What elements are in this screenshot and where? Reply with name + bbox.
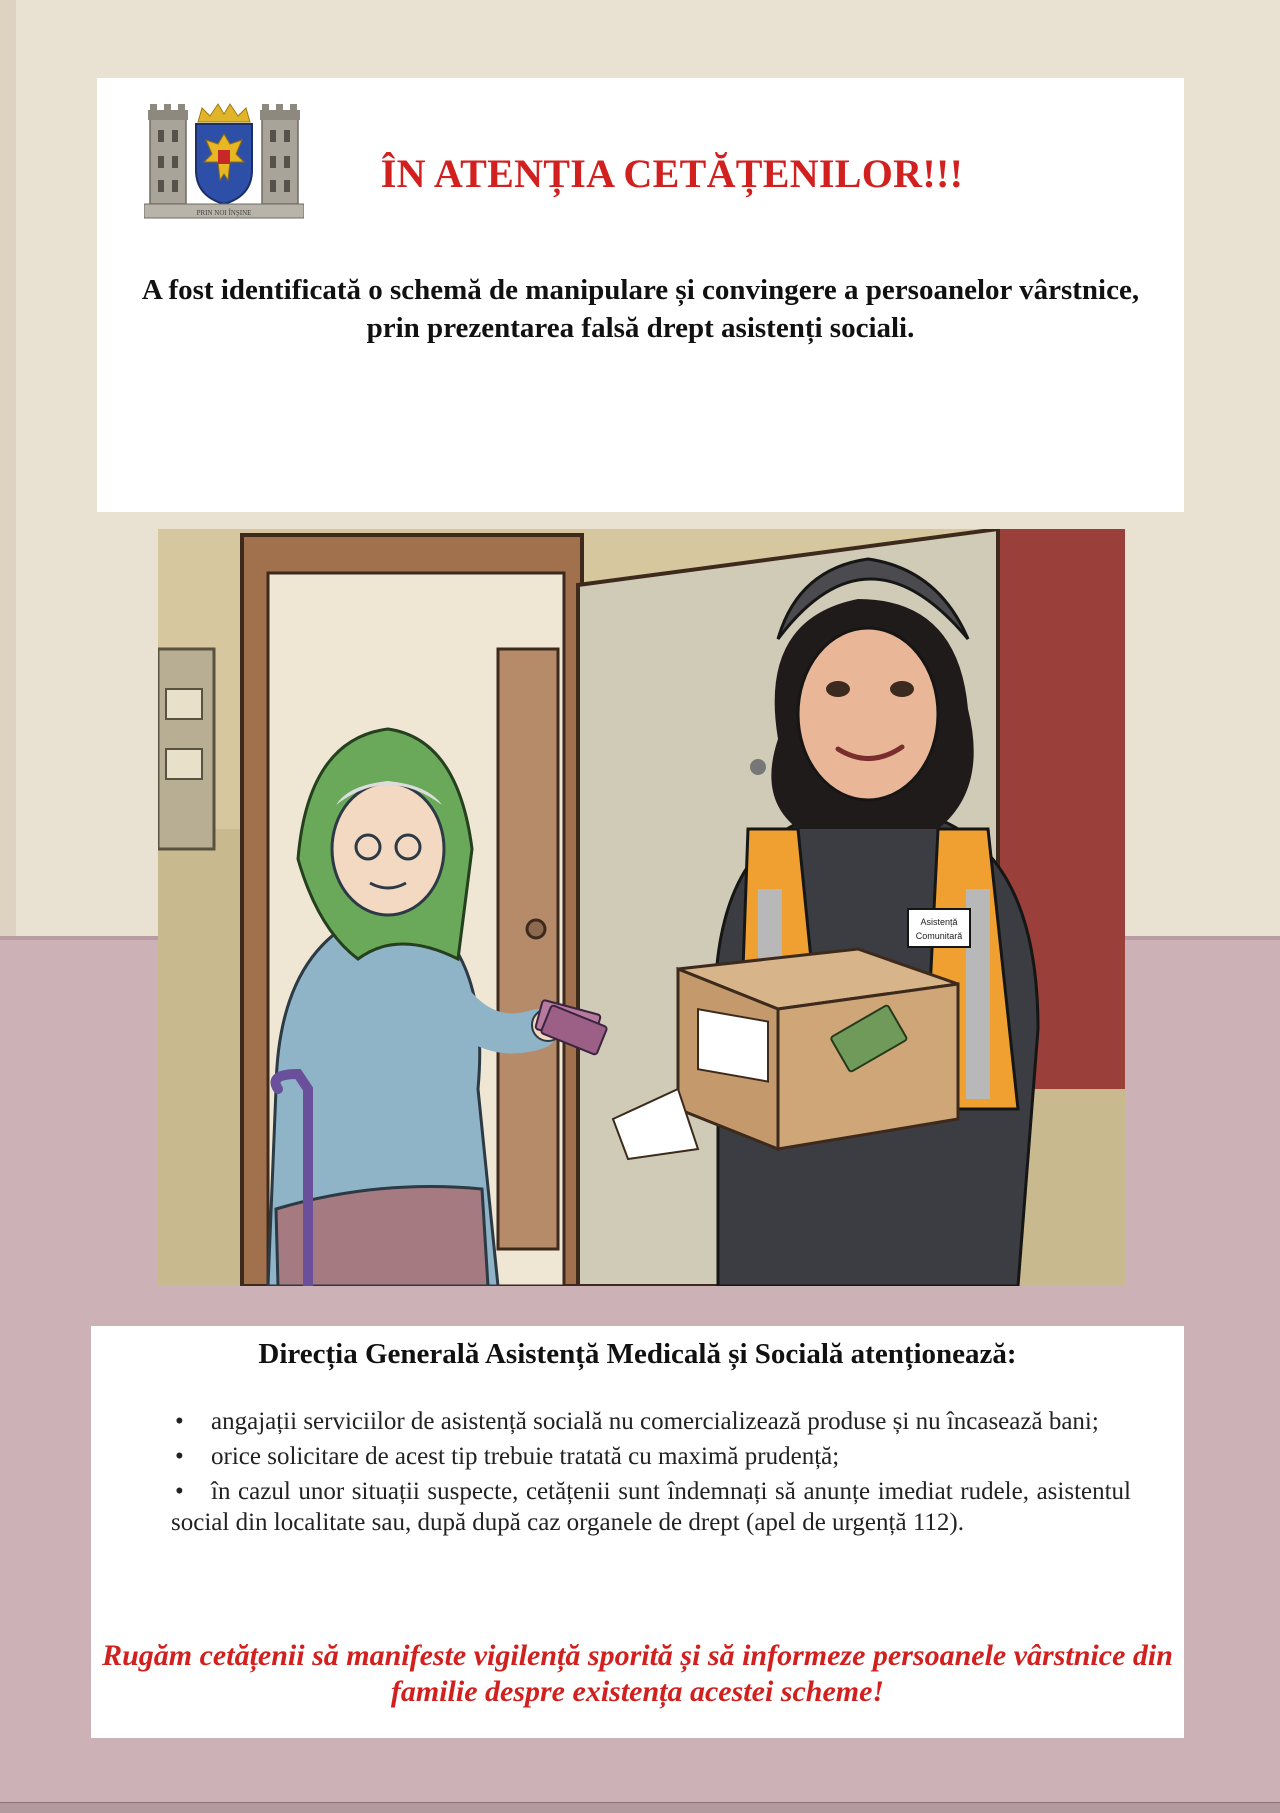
appeal-text: Rugăm cetățenii să manifeste vigilență sporită și să informeze persoanele vârstnice din familie despre existența acestei scheme! xyxy=(102,1639,1173,1708)
bullet-icon: • xyxy=(175,1478,184,1505)
motto-text: PRIN NOI ÎNȘINE xyxy=(196,209,252,217)
scam-illustration xyxy=(158,529,1125,1286)
coat-of-arms-logo xyxy=(144,100,304,220)
header-panel xyxy=(97,78,1184,512)
notice-panel xyxy=(91,1326,1184,1738)
notice-heading: Direcția Generală Asistență Medicală și Socială atenționează: xyxy=(258,1338,1017,1370)
page-title: ÎN ATENȚIA CETĂȚENILOR!!! xyxy=(380,151,964,196)
bullet-text: orice solicitare de acest tip trebuie tratată cu maximă prudență; xyxy=(211,1443,840,1470)
bullet-text: angajații serviciilor de asistență socială nu comercializează produse și nu încasează bani; xyxy=(211,1408,1099,1435)
badge-line2: Comunitară xyxy=(915,931,963,941)
background-left-stripe xyxy=(0,0,16,940)
list-item xyxy=(171,1441,1131,1472)
notice-bullet-list xyxy=(171,1406,1131,1542)
badge-line1: Asistență xyxy=(920,917,958,927)
intro-text: A fost identificată o schemă de manipulare și convingere a persoanelor vârstnice, prin prezentarea falsă drept asistenți sociali. xyxy=(141,274,1140,344)
bullet-icon: • xyxy=(175,1408,184,1435)
bullet-icon: • xyxy=(175,1443,184,1470)
bottom-border xyxy=(0,1802,1280,1813)
bullet-text: în cazul unor situații suspecte, cetățenii sunt îndemnați să anunțe imediat rudele, asistentul social din localitate sau, după după caz organele de drept (apel de urgență 112). xyxy=(171,1478,1131,1536)
list-item xyxy=(171,1406,1131,1437)
list-item xyxy=(171,1476,1131,1538)
